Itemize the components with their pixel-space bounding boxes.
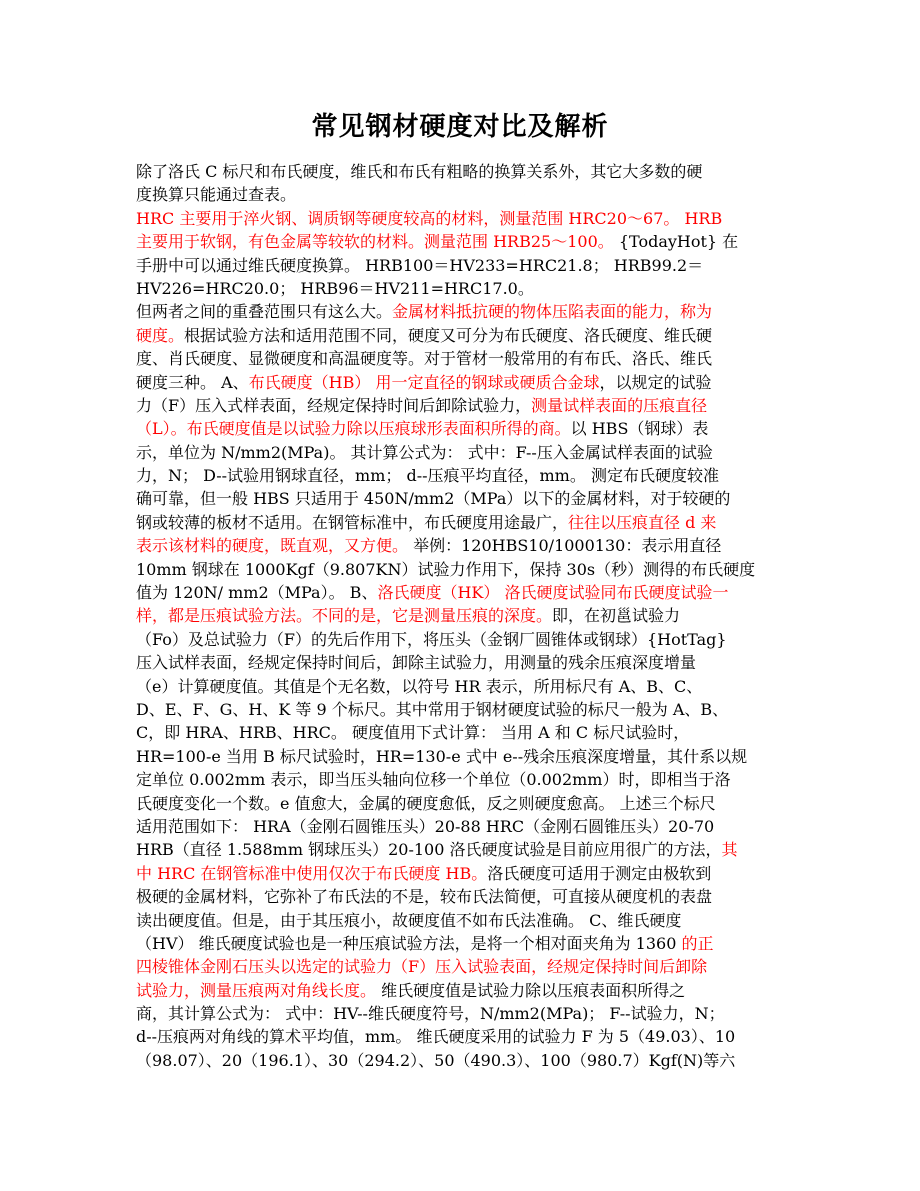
highlighted-text: 中 HRC 在钢管标准中使用仅次于布氏硬度 HB。 xyxy=(136,863,488,883)
highlighted-text: 其 xyxy=(721,840,738,860)
body-text: （HV） 维氏硬度试验也是一种压痕试验方法，是将一个相对面夹角为 1360 xyxy=(136,933,682,953)
body-text: （e）计算硬度值。其值是个无名数，以符号 HR 表示，所用标尺有 A、B、C、 xyxy=(136,676,703,696)
text-line xyxy=(136,604,788,627)
text-line xyxy=(136,1025,788,1048)
body-text: HR=100-e 当用 B 标尺试验时，HR=130-e 式中 e--残余压痕深度增量，其什系以规 xyxy=(136,746,748,766)
text-line xyxy=(136,487,788,510)
text-line xyxy=(136,254,788,277)
highlighted-text: 测量试样表面的压痕直径 xyxy=(531,395,708,415)
text-line xyxy=(136,838,788,861)
text-line xyxy=(136,324,788,347)
body-text: 手册中可以通过维氏硬度换算。 HRB100＝HV233=HRC21.8； HRB99.2＝ xyxy=(136,255,704,275)
text-line xyxy=(136,441,788,464)
body-text: {TodayHot} 在 xyxy=(613,232,739,252)
body-text: 定单位 0.002mm 表示，即当压头轴向位移一个单位（0.002mm）时，即相当于洛 xyxy=(136,770,731,790)
highlighted-text: 布氏硬度（HB） 用一定直径的钢球或硬质合金球 xyxy=(248,372,600,392)
body-text: 洛氏硬度可适用于测定由极软到 xyxy=(487,863,712,883)
text-line xyxy=(136,394,788,417)
body-text: 10mm 钢球在 1000Kgf（9.807KN）试验力作用下，保持 30s（秒）测得的布氏硬度 xyxy=(136,559,756,579)
body-text: 氏硬度变化一个数。e 值愈大，金属的硬度愈低，反之则硬度愈高。 上述三个标尺 xyxy=(136,793,716,813)
text-line xyxy=(136,675,788,698)
body-text: （98.07）、20（196.1）、30（294.2）、50（490.3）、100（980.7）Kgf(N)等六 xyxy=(136,1050,736,1070)
body-text: 除了洛氏 C 标尺和布氏硬度，维氏和布氏有粗略的换算关系外，其它大多数的硬 xyxy=(136,162,703,181)
body-text: 根据试验方法和适用范围不同，硬度又可分为布氏硬度、洛氏硬度、维氏硬 xyxy=(184,325,713,345)
text-line xyxy=(136,417,788,440)
body-text: 力，N； D--试验用钢球直径，mm； d--压痕平均直径，mm。 测定布氏硬度较准 xyxy=(136,466,719,486)
text-line xyxy=(136,277,788,300)
body-text: 力（F）压入式样表面，经规定保持时间后卸除试验力， xyxy=(136,395,532,415)
body-text: 商，其计算公式为： 式中：HV--维氏硬度符号，N/mm2(MPa)； F--试验力，N； xyxy=(136,1004,725,1024)
highlighted-text: 表示该材料的硬度，既直观，又方便。 xyxy=(136,536,409,556)
body-text: 度换算只能通过查表。 xyxy=(136,185,297,205)
text-line xyxy=(136,464,788,487)
body-text: 示，单位为 N/mm2(MPa)。 其计算公式为： 式中：F--压入金属试样表面的试验 xyxy=(136,442,713,462)
highlighted-text: 往往以压痕直径 d 来 xyxy=(568,512,717,532)
body-text: C，即 HRA、HRB、HRC。 硬度值用下式计算： 当用 A 和 C 标尺试验时， xyxy=(136,723,690,743)
text-line xyxy=(136,651,788,674)
text-line xyxy=(136,698,788,721)
body-text: 以 HBS（钢球）表 xyxy=(570,419,709,439)
highlighted-text: 硬度。 xyxy=(136,325,185,345)
text-line xyxy=(136,1002,788,1025)
text-line xyxy=(136,909,788,932)
text-line xyxy=(136,768,788,791)
highlighted-text: 试验力，测量压痕两对角线长度。 xyxy=(136,980,377,1000)
text-line xyxy=(136,558,788,581)
body-text: 值为 120N/ mm2（MPa）。 B、 xyxy=(136,583,378,603)
body-text: 维氏硬度值是试验力除以压痕表面积所得之 xyxy=(376,980,686,1000)
document-title: 常见钢材硬度对比及解析 xyxy=(311,112,609,142)
body-text: 举例：120HBS10/1000130：表示用直径 xyxy=(408,536,722,556)
body-text: HRB（直径 1.588mm 钢球压头）20-100 洛氏硬度试验是目前应用很广的方法， xyxy=(136,840,722,860)
highlighted-text: 样，都是压痕试验方法。不同的是，它是测量压痕的深度。 xyxy=(136,606,553,626)
highlighted-text: 四棱锥体金刚石压头以选定的试验力（F）压入试验表面，经规定保持时间后卸除 xyxy=(136,957,708,977)
text-line xyxy=(136,347,788,370)
text-line xyxy=(136,862,788,885)
text-line xyxy=(136,628,788,651)
document-body xyxy=(136,160,788,1072)
text-line xyxy=(136,581,788,604)
text-line xyxy=(136,815,788,838)
body-text: 即，在初邕试验力 xyxy=(552,606,681,626)
text-line xyxy=(136,955,788,978)
body-text: （Fo）及总试验力（F）的先后作用下，将压头（金钢厂圆锥体或钢球）{HotTag} xyxy=(136,629,727,649)
text-line xyxy=(136,160,788,183)
body-text: d--压痕两对角线的算术平均值，mm。 维氏硬度采用的试验力 F 为 5（49.03）、10 xyxy=(136,1027,736,1047)
body-text: D、E、F、G、H、K 等 9 个标尺。其中常用于钢材硬度试验的标尺一般为 A、B、 xyxy=(136,699,729,719)
highlighted-text: 的正 xyxy=(681,933,714,953)
body-text: 适用范围如下： HRA（金刚石圆锥压头）20-88 HRC（金刚石圆锥压头）20-70 xyxy=(136,816,715,836)
text-line xyxy=(136,300,788,323)
text-line xyxy=(136,885,788,908)
text-line xyxy=(136,511,788,534)
body-text: 硬度三种。 A、 xyxy=(136,372,249,392)
body-text: HV226=HRC20.0； HRB96＝HV211=HRC17.0。 xyxy=(136,278,534,298)
text-line xyxy=(136,792,788,815)
highlighted-text: 洛氏硬度（HK） 洛氏硬度试验同布氏硬度试验一 xyxy=(377,583,729,603)
body-text: 极硬的金属材料，它弥补了布氏法的不是，较布氏法简便，可直接从硬度机的表盘 xyxy=(136,887,713,907)
text-line xyxy=(136,534,788,557)
text-line xyxy=(136,721,788,744)
body-text: 确可靠，但一般 HBS 只适用于 450N/mm2（MPa）以下的金属材料，对于较硬的 xyxy=(136,489,731,509)
body-text: 钢或较薄的板材不适用。在钢管标准中，布氏硬度用途最广， xyxy=(136,512,569,532)
body-text: 度、肖氏硬度、显微硬度和高温硬度等。对于管材一般常用的有布氏、洛氏、维氏 xyxy=(136,349,713,369)
text-line xyxy=(136,207,788,230)
body-text: 但两者之间的重叠范围只有这么大。 xyxy=(136,302,393,322)
highlighted-text: HRC 主要用于淬火钢、调质钢等硬度较高的材料，测量范围 HRC20～67。 HRB xyxy=(136,208,723,228)
text-line xyxy=(136,1049,788,1072)
highlighted-text: 主要用于软钢，有色金属等较软的材料。测量范围 HRB25～100。 xyxy=(136,232,614,252)
highlighted-text: 金属材料抵抗硬的物体压陷表面的能力，称为 xyxy=(392,302,713,322)
text-line xyxy=(136,183,788,206)
text-line xyxy=(136,932,788,955)
text-line xyxy=(136,371,788,394)
text-line xyxy=(136,979,788,1002)
body-text: ，以规定的试验 xyxy=(599,372,712,392)
text-line xyxy=(136,230,788,253)
text-line xyxy=(136,745,788,768)
body-text: 压入试样表面，经规定保持时间后，卸除主试验力，用测量的残余压痕深度增量 xyxy=(136,653,697,673)
body-text: 读出硬度值。但是，由于其压痕小，故硬度值不如布氏法准确。 C、维氏硬度 xyxy=(136,910,682,930)
highlighted-text: （L）。布氏硬度值是以试验力除以压痕球形表面积所得的商。 xyxy=(136,419,571,439)
